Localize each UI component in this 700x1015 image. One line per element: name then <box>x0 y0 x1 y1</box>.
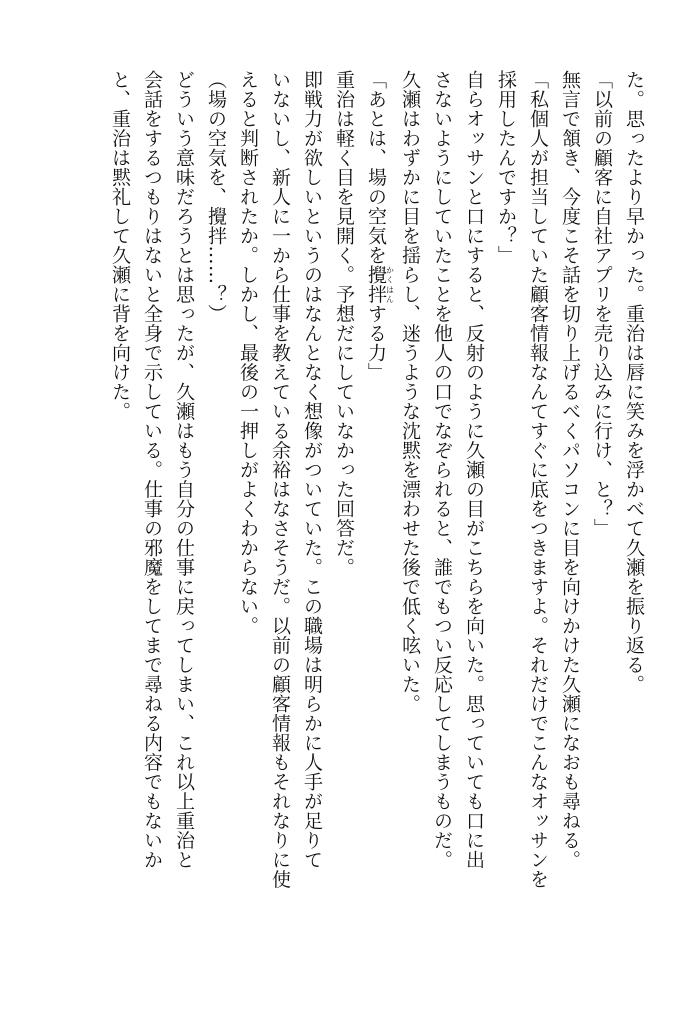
vertical-text-body <box>30 70 650 980</box>
text-line: と、重治は黙礼して久瀬に背を向けた。 <box>109 70 131 421</box>
text-line: どういう意味だろうとは思ったが、久瀬はもう自分の仕事に戻ってしまい、これ以上重治と <box>173 70 195 870</box>
text-line: 無言で頷き、今度こそ話を切り上げるべくパソコンに目を向けかけた久瀬になおも尋ねる。 <box>559 70 581 870</box>
text-line: た。思ったより早かった。重治は唇に笑みを浮かべて久瀬を振り返る。 <box>623 70 645 694</box>
ruby-reading: かくはん <box>385 265 395 304</box>
text-line-with-ruby <box>360 70 394 980</box>
text-line: 採用したんですか？」 <box>495 70 517 265</box>
text-line: 即戦力が欲しいというのはなんとなく想像がついていた。この職場は明らかに人手が足りて <box>301 70 323 870</box>
text-line: 自らオッサンと口にすると、反射のように久瀬の目がこちらを向いた。思っていても口に出 <box>463 70 485 870</box>
text-line: さないようにしていたことを他人の口でなぞられると、誰でもつい反応してしまうものだ。 <box>431 70 453 870</box>
ruby-line-after: する力」 <box>365 304 387 382</box>
ruby-line-before: 「あとは、場の空気を <box>365 70 387 265</box>
text-line: 会話をするつもりはないと全身で示している。仕事の邪魔をしてまで尋ねる内容でもないか <box>141 70 163 870</box>
text-line: 久瀬はわずかに目を揺らし、迷うような沈黙を漂わせた後で低く呟いた。 <box>399 70 421 714</box>
text-line: えると判断されたか。しかし、最後の一押しがよくわからない。 <box>237 70 259 636</box>
text-line: 「以前の顧客に自社アプリを売り込みに行け、と？」 <box>591 70 613 538</box>
text-line: 「私個人が担当していた顧客情報なんてすぐに底をつきますよ。それだけでこんなオッサンを <box>527 70 549 889</box>
ruby-word <box>365 265 395 304</box>
ruby-base: 攪拌 <box>365 265 387 304</box>
text-line: 重治は軽く目を見開く。予想だにしていなかった回答だ。 <box>333 70 355 577</box>
text-line: （場の空気を、攪拌……？） <box>205 70 227 324</box>
text-line: いないし、新人に一から仕事を教えている余裕はなさそうだ。以前の顧客情報もそれなりに使 <box>269 70 291 889</box>
